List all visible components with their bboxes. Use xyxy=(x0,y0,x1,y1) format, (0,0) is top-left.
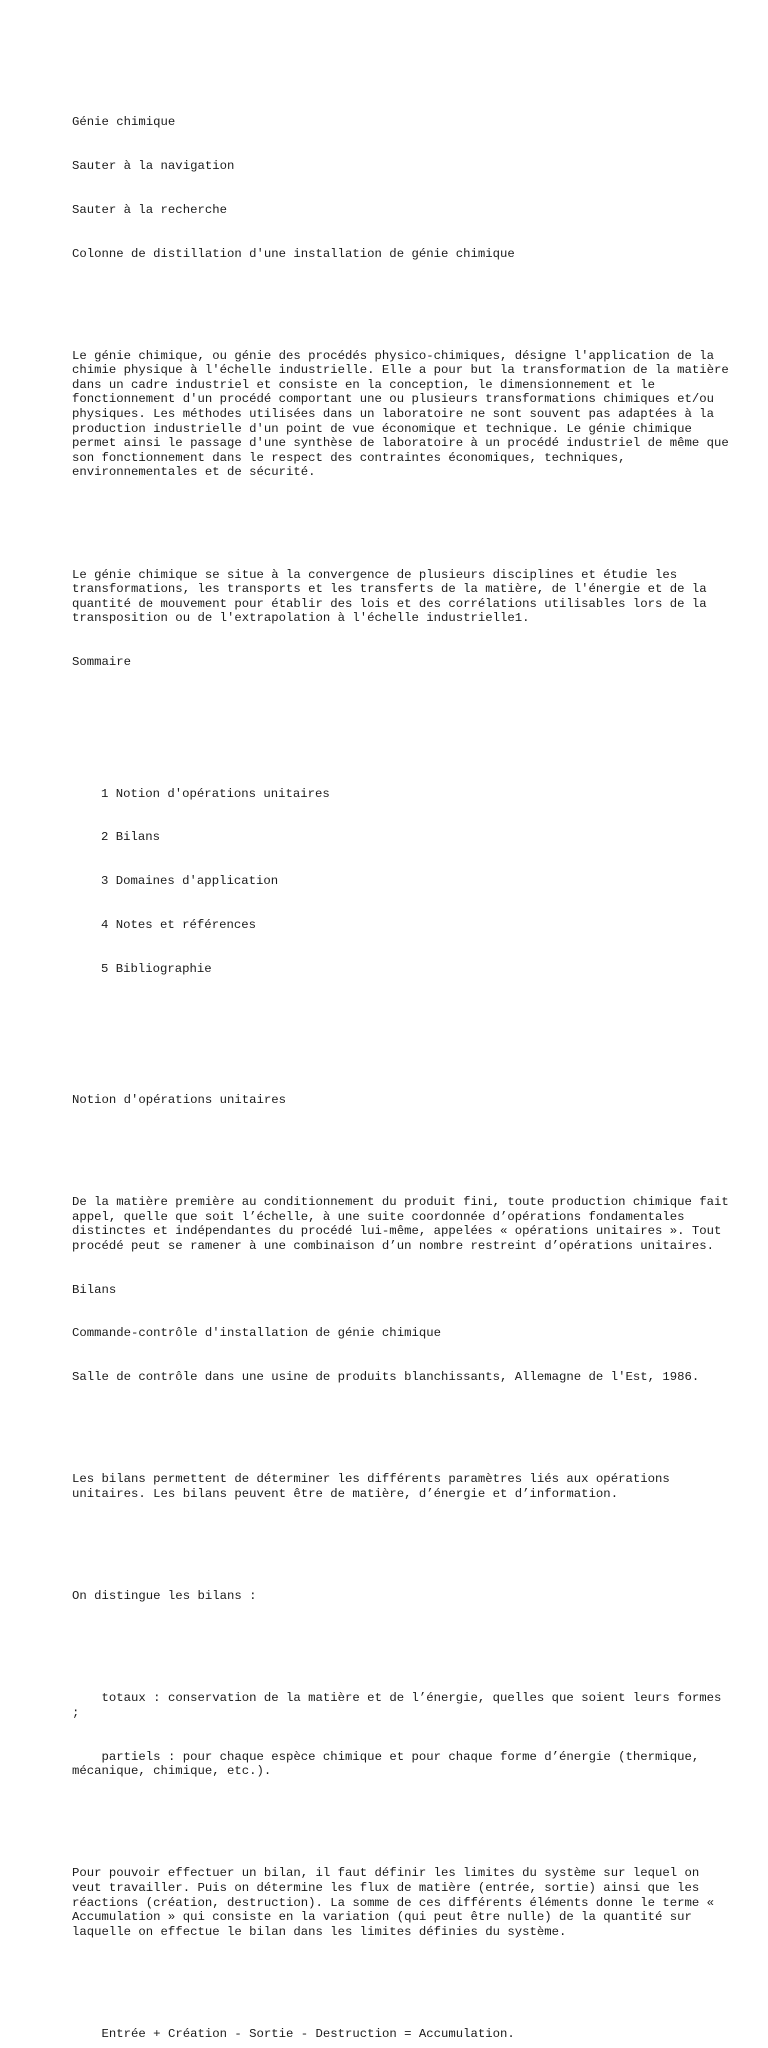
toc-heading: Sommaire xyxy=(72,655,132,670)
section-heading-bilans: Bilans xyxy=(72,1282,117,1297)
spacer xyxy=(72,1414,732,1429)
page-title: Génie chimique xyxy=(72,115,176,130)
spacer xyxy=(72,1969,732,1984)
bilans-paragraph-2: On distingue les bilans : xyxy=(72,1589,257,1604)
operations-paragraph: De la matière première au conditionnement du produit fini, toute production chimique fait appel, quelle que soit l’échelle, à une suite coordonnée d’opérations fondamentales distinctes et indépendantes du procédé lui-même, appelées « opérations unitaires ». Tout procédé peut se ramener à une combinaison d’un nombre restreint d’opérations unitaires. xyxy=(72,1195,737,1253)
bilans-equation-line xyxy=(72,2027,732,2042)
bilans-paragraph-1: Les bilans permettent de déterminer les différents paramètres liés aux opérations unitaires. Les bilans peuvent être de matière, d’énergie et d’information. xyxy=(72,1472,678,1501)
intro-paragraph-1: Le génie chimique, ou génie des procédés physico-chimiques, désigne l'application de la chimie physique à l'échelle industrielle. Elle a pour but la transformation de la matière dans un cadre industriel et consiste en la conception, le dimensionnement et le fonctionnement d'un procédé comportant une ou plusieurs transformations chimiques et/ou physiques. Les méthodes utilisées dans un laboratoire ne sont souvent pas adaptées à la production industrielle d'un point de vue économique et technique. Le génie chimique permet ainsi le passage d'une synthèse de laboratoire à un procédé industriel de même que son fonctionnement dans le respect des contraintes économiques, techniques, environnementales et de sécurité. xyxy=(72,348,737,480)
spacer xyxy=(72,290,732,305)
bilans-totaux-text: totaux : conservation de la matière et de l’énergie, quelles que soient leurs formes ; xyxy=(72,1691,729,1720)
bilans-list-item-partiels xyxy=(72,1750,732,1779)
skip-navigation-link[interactable]: Sauter à la navigation xyxy=(72,158,235,173)
toc-item-notes[interactable]: 4 Notes et références xyxy=(101,917,256,932)
bilans-paragraph-3: Pour pouvoir effectuer un bilan, il faut définir les limites du système sur lequel on veut travailler. Puis on détermine les flux de matière (entrée, sortie) ainsi que les réactions (création, destruction). La somme de ces différents éléments donne le terme « Accumulation » qui consiste en la variation (qui peut être nulle) de la quantité sur laquelle on effectue le bilan dans les limites définies du système. xyxy=(72,1866,722,1939)
spacer xyxy=(72,1633,732,1648)
control-image-title: Commande-contrôle d'installation de génie chimique xyxy=(72,1326,441,1341)
bilans-partiels-text: partiels : pour chaque espèce chimique et pour chaque forme d’énergie (thermique, mécanique, chimique, etc.). xyxy=(72,1749,707,1779)
spacer xyxy=(72,699,732,714)
skip-search-link[interactable]: Sauter à la recherche xyxy=(72,202,227,217)
spacer xyxy=(72,1035,732,1050)
section-heading-operations: Notion d'opérations unitaires xyxy=(72,1092,287,1107)
toc-item-bilans[interactable]: 2 Bilans xyxy=(101,830,161,845)
control-image-caption: Salle de contrôle dans une usine de produits blanchissants, Allemagne de l'Est, 1986. xyxy=(72,1370,700,1385)
spacer xyxy=(72,1531,732,1546)
spacer xyxy=(72,1137,732,1152)
intro-paragraph-2: Le génie chimique se situe à la convergence de plusieurs disciplines et étudie les transformations, les transports et les transferts de la matière, de l'énergie et de la quantité de mouvement pour établir des lois et des corrélations utilisables lors de la transposition ou de l'extrapolation à l'échelle industrielle1. xyxy=(72,567,715,626)
toc-item-domaines[interactable]: 3 Domaines d'application xyxy=(101,874,279,889)
bilans-equation: Entrée + Création - Sortie - Destruction = Accumulation. xyxy=(101,2026,515,2041)
toc-item-operations[interactable]: 1 Notion d'opérations unitaires xyxy=(101,786,330,801)
toc-item-bibliographie[interactable]: 5 Bibliographie xyxy=(101,961,212,976)
bilans-list-item-totaux xyxy=(72,1691,732,1720)
spacer xyxy=(72,1808,732,1823)
spacer xyxy=(72,509,732,524)
distillation-image-caption: Colonne de distillation d'une installation de génie chimique xyxy=(72,246,515,261)
document-page xyxy=(72,86,737,2048)
table-of-contents xyxy=(72,757,732,1005)
